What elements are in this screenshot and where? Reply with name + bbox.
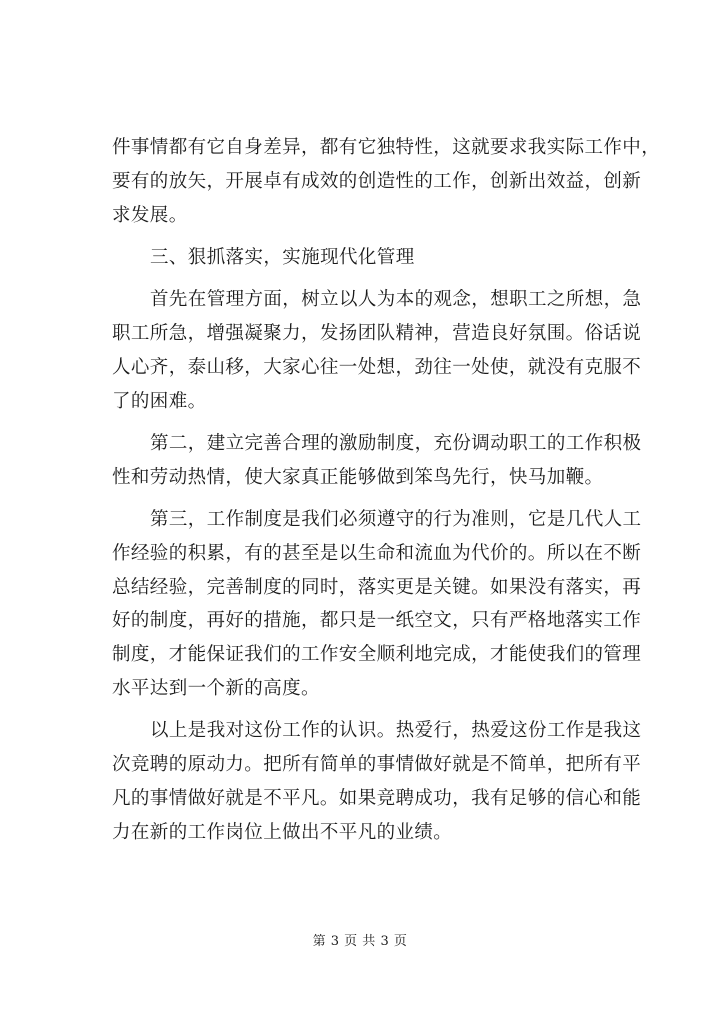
text-line: 了的困难。 (112, 390, 207, 412)
text-line: 作经验的积累，有的甚至是以生命和流血为代价的。所以在不断 (112, 542, 642, 564)
text-line: 件事情都有它自身差异，都有它独特性，这就要求我实际工作中， (112, 137, 661, 158)
paragraph-management (112, 283, 642, 418)
text-line: 首先在管理方面，树立以人为本的观念，想职工之所想，急 (150, 289, 642, 311)
text-line: 求发展。 (112, 204, 188, 226)
text-line: 性和劳动热情，使大家真正能够做到笨鸟先行，快马加鞭。 (112, 466, 604, 488)
page-number: 第 3 页 共 3 页 (312, 934, 408, 949)
text-line: 水平达到一个新的高度。 (112, 677, 320, 699)
text-line: 总结经验，完善制度的同时，落实更是关键。如果没有落实，再 (112, 576, 642, 598)
text-line: 职工所急，增强凝聚力，发扬团队精神，营造良好氛围。俗话说 (112, 322, 642, 344)
paragraph-continuation (112, 131, 661, 232)
text-line: 以上是我对这份工作的认识。热爱行，热爱这份工作是我这 (150, 720, 642, 742)
text-line: 凡的事情做好就是不平凡。如果竞聘成功，我有足够的信心和能 (112, 787, 642, 809)
text-line: 好的制度，再好的措施，都只是一纸空文，只有严格地落实工作 (112, 610, 642, 632)
section-heading: 三、狠抓落实，实施现代化管理 (150, 246, 415, 268)
text-line: 第三，工作制度是我们必须遵守的行为准则，它是几代人工 (150, 508, 642, 530)
text-line: 第二，建立完善合理的激励制度，充份调动职工的工作积极 (150, 432, 642, 454)
text-line: 要有的放矢，开展卓有成效的创造性的工作，创新出效益，创新 (112, 170, 642, 192)
text-line: 力在新的工作岗位上做出不平凡的业绩。 (112, 821, 453, 843)
text-line: 次竞聘的原动力。把所有简单的事情做好就是不简单，把所有平 (112, 754, 642, 776)
document-body (112, 131, 661, 849)
paragraph-conclusion (112, 714, 642, 849)
text-line: 人心齐，泰山移，大家心往一处想，劲往一处使，就没有克服不 (112, 356, 642, 378)
paragraph-work-rules (112, 503, 642, 706)
text-line: 制度，才能保证我们的工作安全顺利地完成，才能使我们的管理 (112, 644, 642, 666)
paragraph-incentives (112, 427, 642, 495)
